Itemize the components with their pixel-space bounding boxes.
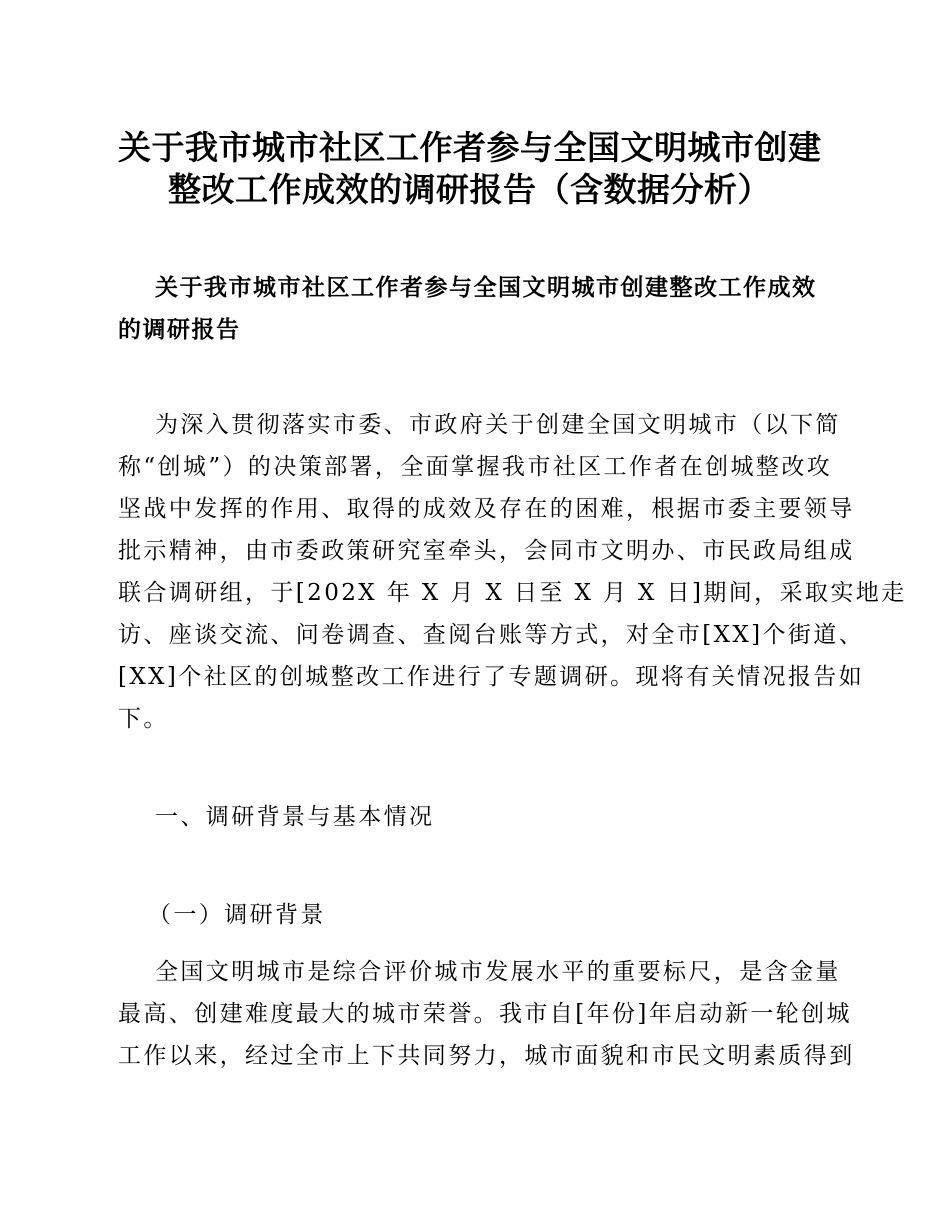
intro-paragraph-line: 称“创城”）的决策部署，全面掌握我市社区工作者在创城整改攻 xyxy=(118,454,833,480)
intro-paragraph-line: 批示精神，由市委政策研究室牵头，会同市文明办、市民政局组成 xyxy=(118,538,855,564)
background-paragraph-line: 工作以来，经过全市上下共同努力，城市面貌和市民文明素质得到 xyxy=(118,1043,855,1069)
document-title-line-1: 关于我市城市社区工作者参与全国文明城市创建 xyxy=(118,128,822,167)
intro-paragraph-line: 为深入贯彻落实市委、市政府关于创建全国文明城市（以下简 xyxy=(155,412,841,438)
background-paragraph-line: 全国文明城市是综合评价城市发展水平的重要标尺，是含金量 xyxy=(155,959,841,985)
subsection-heading: （一）调研背景 xyxy=(148,902,326,928)
background-paragraph-line: 最高、创建难度最大的城市荣誉。我市自[年份]年启动新一轮创城 xyxy=(118,1001,852,1027)
intro-paragraph-line: 坚战中发挥的作用、取得的成效及存在的困难，根据市委主要领导 xyxy=(118,496,855,522)
section-heading: 一、调研背景与基本情况 xyxy=(155,804,435,830)
intro-paragraph-line: [XX]个社区的创城整改工作进行了专题调研。现将有关情况报告如 xyxy=(118,664,865,690)
intro-paragraph-line: 下。 xyxy=(118,706,169,732)
subtitle-line-1: 关于我市城市社区工作者参与全国文明城市创建整改工作成效 xyxy=(155,274,817,301)
subtitle-line-2: 的调研报告 xyxy=(118,316,241,343)
intro-paragraph-line: 联合调研组，于[202X 年 X 月 X 日至 X 月 X 日]期间，采取实地走 xyxy=(118,580,907,606)
document-title-line-2: 整改工作成效的调研报告（含数据分析） xyxy=(168,170,771,209)
intro-paragraph-line: 访、座谈交流、问卷调查、查阅台账等方式，对全市[XX]个街道、 xyxy=(118,622,865,648)
